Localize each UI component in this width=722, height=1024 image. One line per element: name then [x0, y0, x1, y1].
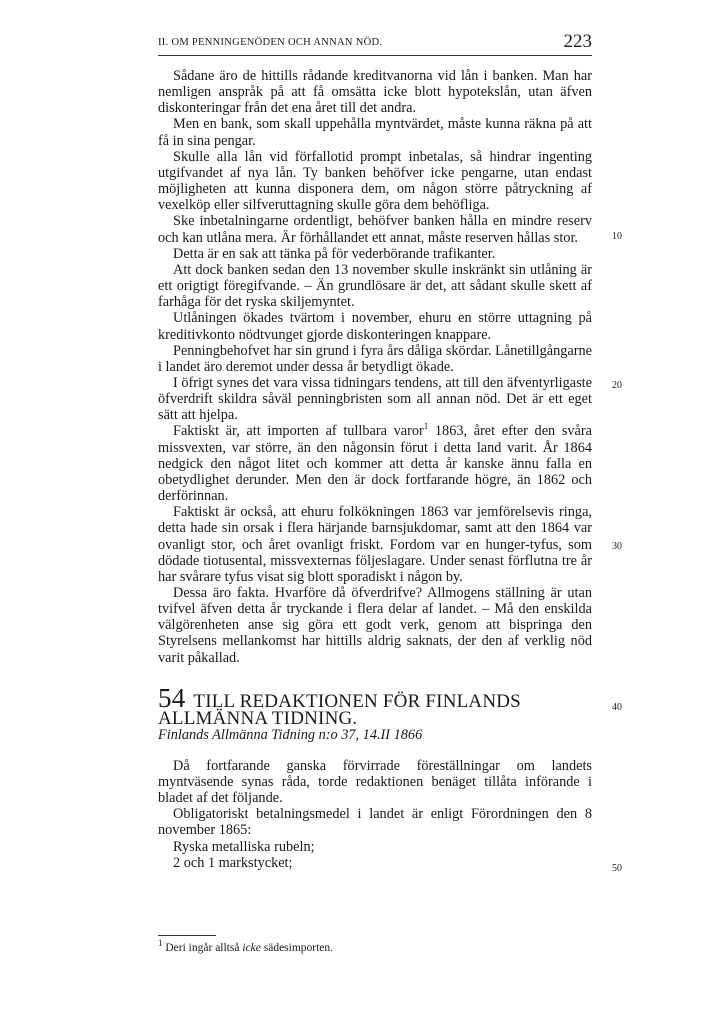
page-number: 223 [563, 31, 592, 52]
line-number: 10 [612, 231, 622, 242]
footnote-reference: 1 [423, 421, 429, 432]
header-rule [158, 55, 592, 56]
paragraph-text: Faktiskt är, att importen af tullbara varor [173, 423, 424, 440]
paragraph: Men en bank, som skall uppehålla myntvärdet, måste kunna räkna på att få in sina pengar. [158, 116, 592, 149]
list-item: 2 och 1 markstycket; [173, 854, 293, 871]
paragraph-text: 1863, året efter den svåra missvexten, var större, än den någonsin förut i detta land varit. År 1864 nedgick den något litet och kommer att detta år kanske ännu falla en obetydlighet derunder. Men den är dock fortfarande högre, än 1862 och derförinnan. [158, 423, 592, 505]
line-number: 50 [612, 863, 622, 874]
paragraph: Penningbehofvet har sin grund i fyra års dåliga skördar. Lånetillgångarne i landet äro deremot under dessa år betydligt ökade. [158, 342, 592, 375]
paragraph: Faktiskt är också, att ehuru folkökningen 1863 var jemförelsevis ringa, detta hade sin orsak i flera härjande barnsjukdomar, samt att den 1864 var ovanligt stor, och året ovanligt friskt. Fordom var en hunger-tyfus, som dödade tiotusental, missvexternas följeslagare. Under senast förflutna tre år har svårare tyfus visat sig blott sporadiskt i någon by. [158, 504, 592, 585]
paragraph: Att dock banken sedan den 13 november skulle inskränkt sin utlåning är ett origtigt föregifvande. – Än grundlösare är det, att sådant skulle skett af farhåga för det ryska skiljemyntet. [158, 261, 592, 311]
line-number: 20 [612, 380, 622, 391]
paragraph: Utlåningen ökades tvärtom i november, ehuru en större uttagning på kreditivkonto nödtvunget gjorde diskonteringen knappare. [158, 310, 592, 343]
footnote-text: Deri ingår alltså [165, 942, 243, 954]
paragraph: I öfrigt synes det vara vissa tidningars tendens, att till den äfventyrligaste öfverdrift skildra såväl penningbristen som all annan nöd. Det är ett eget sätt att hjelpa. [158, 374, 592, 424]
paragraph: Ske inbetalningarne ordentligt, behöfver banken hålla en mindre reserv och kan utlåna mera. Är förhållandet ett annat, måste reserven hållas stor. [158, 213, 592, 246]
paragraph: Då fortfarande ganska förvirrade föreställningar om landets myntväsende synas råda, torde redaktionen benäget tillåta införande i bladet af det följande. [158, 757, 592, 807]
list-item: Ryska metalliska rubeln; [173, 838, 315, 855]
document-number: 54 [158, 682, 186, 713]
footnote [158, 938, 592, 955]
document-source: Finlands Allmänna Tidning n:o 37, 14.II 1866 [158, 726, 423, 743]
footnote-rule [158, 935, 216, 936]
paragraph: Obligatoriskt betalningsmedel i landet är enligt Förordningen den 8 november 1865: [158, 806, 592, 839]
body-text [158, 68, 592, 871]
paragraph: Skulle alla lån vid förfallotid prompt inbetalas, så hindrar ingenting utgifvandet af nya lån. Ty banken behöfver icke pengarne, utan endast möjligheten att kunna disponera dem, om någon större påtryckning af vexelköp eller silfveruttagning skulle göra dem behöfliga. [158, 148, 592, 214]
paragraph: Detta är en sak att tänka på för vederbörande trafikanter. [173, 245, 496, 262]
document-heading [158, 682, 592, 729]
line-number: 40 [612, 702, 622, 713]
footnote-mark: 1 [158, 938, 163, 949]
footnote-emphasis: icke [242, 942, 261, 954]
paragraph: Sådane äro de hittills rådande kreditvanorna vid lån i banken. Man har nemligen anspråk på att få omsätta icke blott hypotekslån, utan äfven diskonteringar från det ena året till det andra. [158, 68, 592, 117]
running-head: II. OM PENNINGENÖDEN OCH ANNAN NÖD. [158, 37, 383, 48]
document-title: TILL REDAKTIONEN FÖR FINLANDS ALLMÄNNA TIDNING. [158, 690, 521, 729]
line-number: 30 [612, 541, 622, 552]
paragraph: Dessa äro fakta. Hvarföre då öfverdrifve? Allmogens ställning är utan tvifvel äfven detta år tryckande i flera delar af landet. – Må den enskilda välgörenheten anse sig göra ett godt verk, genom att bispringa den Styrelsens mellankomst har hittills aldrig saknats, der den af verklig nöd varit påkallad. [158, 585, 592, 666]
paragraph-with-footnote [158, 423, 592, 504]
footnote-text: sädesimporten. [260, 942, 334, 954]
